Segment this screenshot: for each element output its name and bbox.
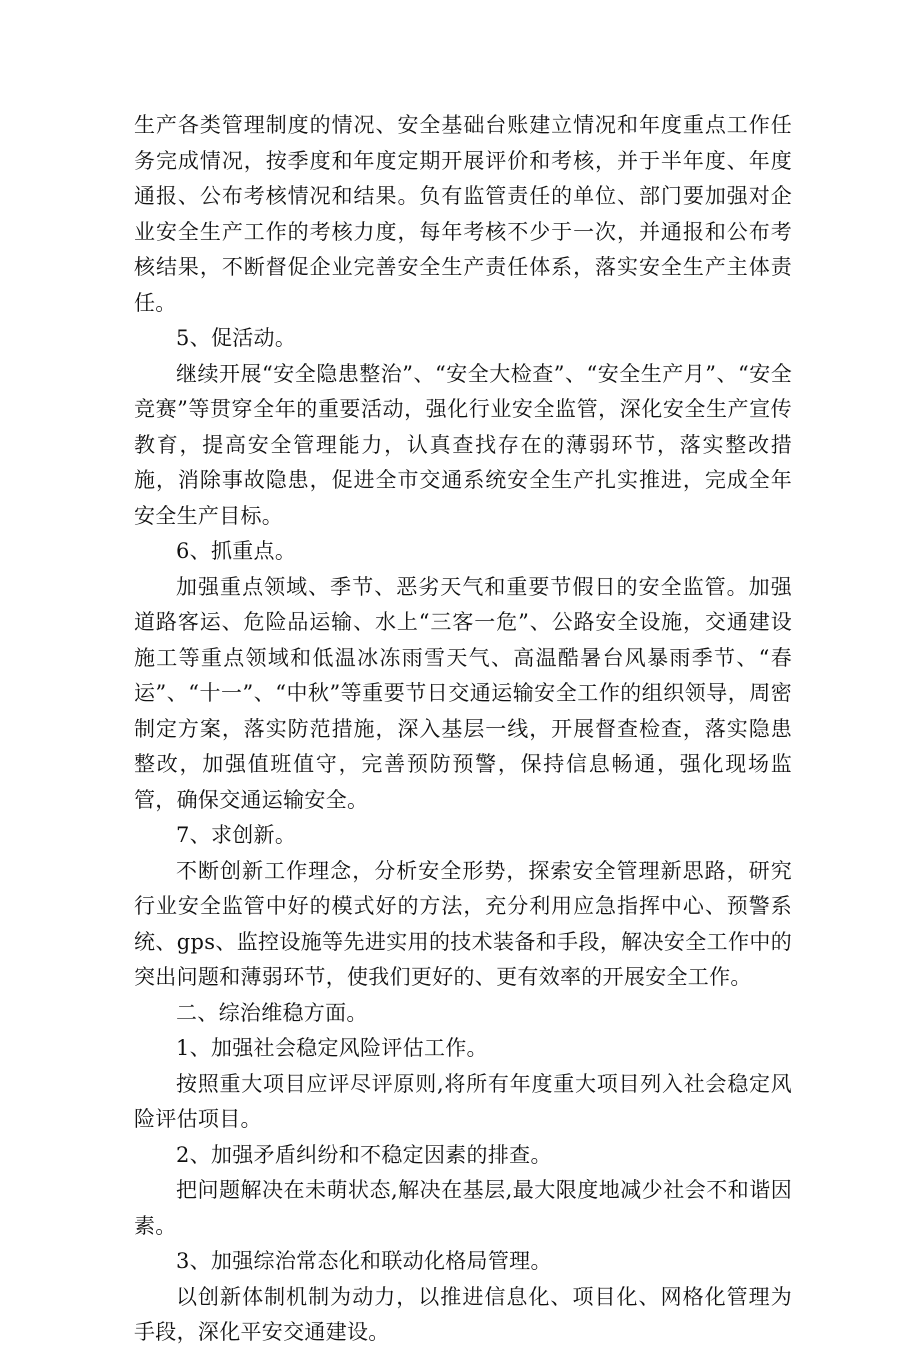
section-heading-dispute-screening: 2、加强矛盾纠纷和不稳定因素的排查。: [176, 1142, 552, 1167]
paragraph-key-points: 加强重点领域、季节、恶劣天气和重要节假日的安全监管。加强道路客运、危险品运输、水上“三客一危”、公路安全设施，交通建设施工等重点领域和低温冰冻雨雪天气、高温酷暑台风暴雨季节、“春运”、“十一”、“中秋”等重要节日交通运输安全工作的组织领导，周密制定方案，落实防范措施，深入基层一线，开展督查检查，落实隐患整改，加强值班值守，完善预防预警，保持信息畅通，强化现场监管，确保交通运输安全。: [134, 574, 792, 812]
section-heading-7: 7、求创新。: [176, 823, 297, 847]
section-heading-5: 5、促活动。: [176, 326, 297, 350]
paragraph-activities: 继续开展“安全隐患整治”、“安全大检查”、“安全生产月”、“安全竞赛”等贯穿全年的重要活动，强化行业安全监管，深化安全生产宣传教育，提高安全管理能力，认真查找存在的薄弱环节，落实整改措施，消除事故隐患，促进全市交通系统安全生产扎实推进，完成全年安全生产目标。: [134, 361, 792, 528]
section-heading-risk-assessment: 1、加强社会稳定风险评估工作。: [176, 1036, 488, 1060]
section-heading-6: 6、抓重点。: [176, 539, 297, 563]
document-body: [134, 108, 792, 1351]
section-heading-governance: 3、加强综治常态化和联动化格局管理。: [176, 1249, 552, 1273]
paragraph-continued: 生产各类管理制度的情况、安全基础台账建立情况和年度重点工作任务完成情况，按季度和年度定期开展评价和考核，并于半年度、年度通报、公布考核情况和结果。负有监管责任的单位、部门要加强对企业安全生产工作的考核力度，每年考核不少于一次，并通报和公布考核结果，不断督促企业完善安全生产责任体系，落实安全生产主体责任。: [134, 113, 792, 315]
paragraph-governance: 以创新体制机制为动力，以推进信息化、项目化、网格化管理为手段，深化平安交通建设。: [134, 1284, 792, 1344]
chapter-heading-stability: 二、综治维稳方面。: [176, 1000, 368, 1025]
paragraph-dispute-screening: 把问题解决在未萌状态,解决在基层,最大限度地减少社会不和谐因素。: [134, 1178, 792, 1238]
paragraph-risk-assessment: 按照重大项目应评尽评原则,将所有年度重大项目列入社会稳定风险评估项目。: [134, 1071, 792, 1131]
paragraph-innovation: 不断创新工作理念，分析安全形势，探索安全管理新思路，研究行业安全监管中好的模式好的方法，充分利用应急指挥中心、预警系统、gps、监控设施等先进实用的技术装备和手段，解决安全工作中的突出问题和薄弱环节，使我们更好的、更有效率的开展安全工作。: [134, 858, 792, 989]
